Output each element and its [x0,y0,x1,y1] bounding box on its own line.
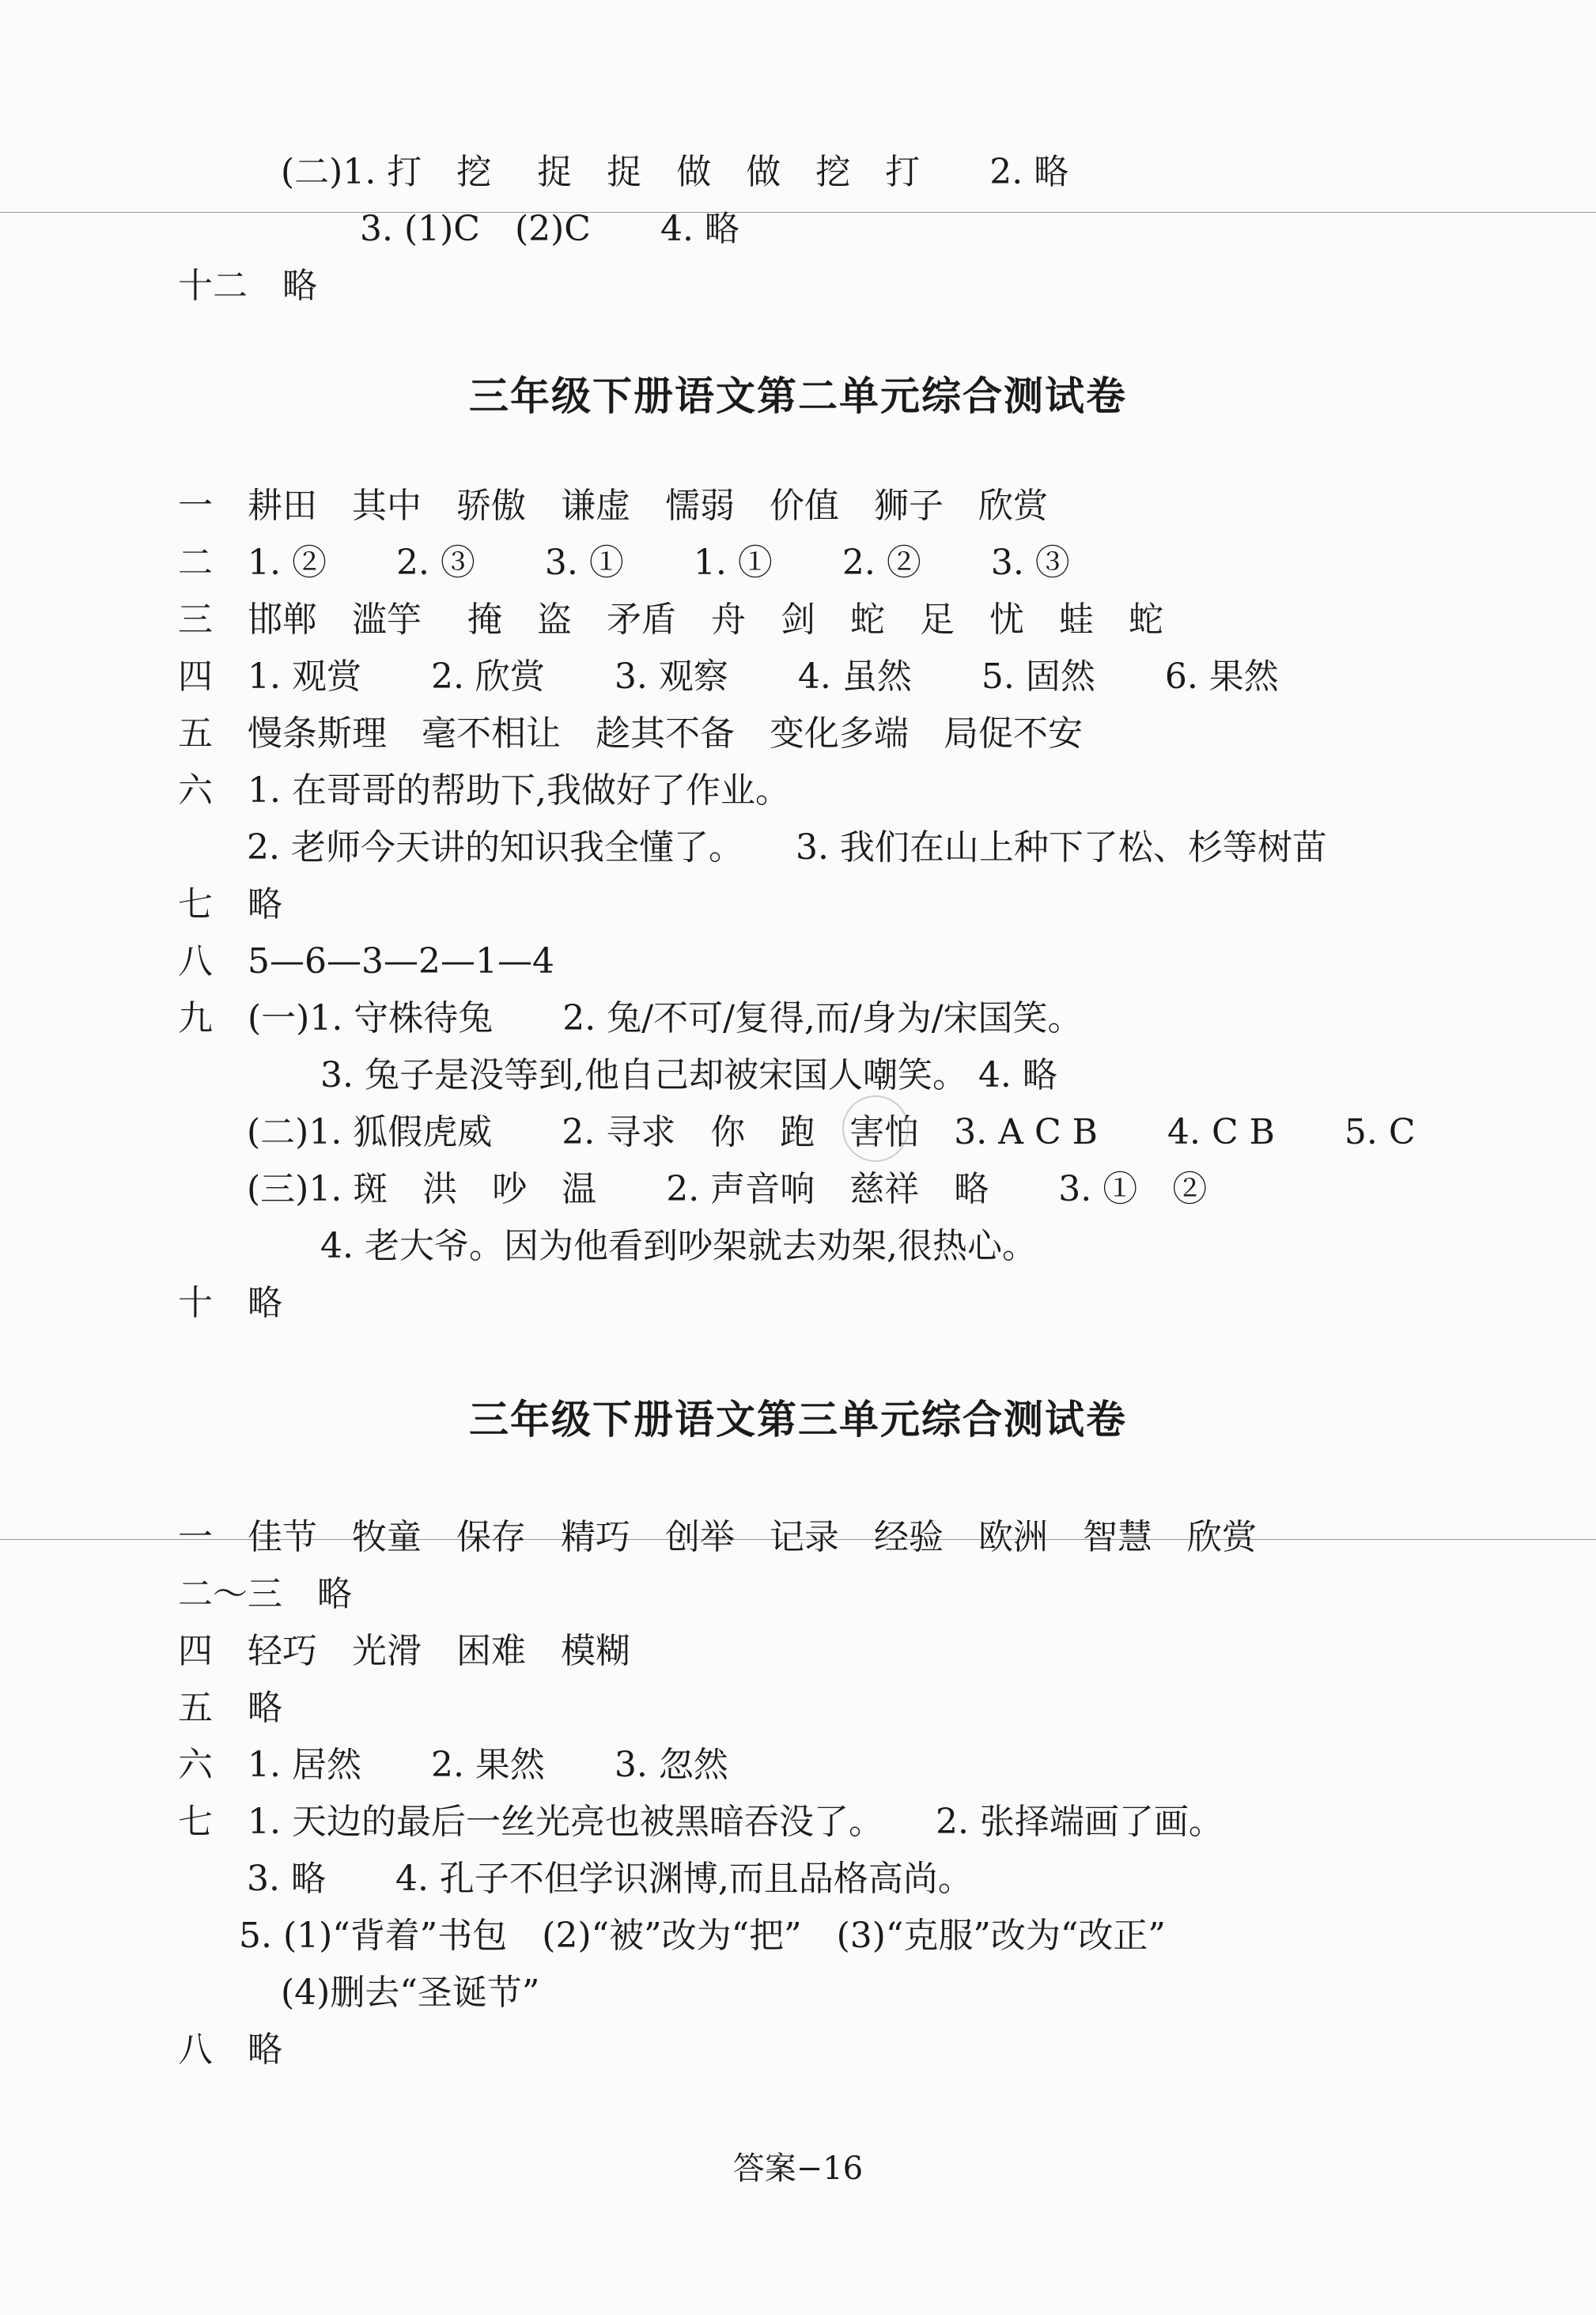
answer-line: 八 略 [178,2029,282,2070]
watermark-stamp [842,1095,909,1162]
answer-line: 二～三 略 [178,1574,352,1614]
answer-line: 五 略 [178,1688,282,1728]
section-title: 三年级下册语文第三单元综合测试卷 [469,1397,1127,1443]
answer-line: 二 1. ② 2. ③ 3. ① 1. ① 2. ② 3. ③ [178,543,1070,583]
answer-line: 四 1. 观赏 2. 欣赏 3. 观察 4. 虽然 5. 固然 6. 果然 [178,656,1279,697]
answer-line: 3. (1)C (2)C 4. 略 [360,209,739,249]
answer-line: (三)1. 斑 洪 吵 温 2. 声音响 慈祥 略 3. ① ② [247,1169,1208,1209]
answer-line: 一 佳节 牧童 保存 精巧 创举 记录 经验 欧洲 智慧 欣赏 [178,1517,1257,1557]
answer-line: 九 (一)1. 守株待兔 2. 兔/不可/复得,而/身为/宋国笑。 [178,998,1083,1038]
answer-line: 五 慢条斯理 毫不相让 趁其不备 变化多端 局促不安 [178,713,1083,754]
answer-line: 三 邯郸 滥竽 掩 盗 矛盾 舟 剑 蛇 足 忧 蛙 蛇 [178,600,1163,640]
answer-line: 八 5—6—3—2—1—4 [178,941,554,982]
answer-line: 七 1. 天边的最后一丝光亮也被黑暗吞没了。 2. 张择端画了画。 [178,1802,1223,1842]
answer-line: (4)删去“圣诞节” [281,1973,540,2013]
answer-line: 十二 略 [178,266,317,306]
section-title: 三年级下册语文第二单元综合测试卷 [469,373,1127,419]
answer-line: 七 略 [178,884,282,925]
answer-line: 四 轻巧 光滑 困难 模糊 [178,1631,630,1671]
answer-line: 六 1. 居然 2. 果然 3. 忽然 [178,1745,728,1785]
scan-rule-top [0,212,1596,213]
answer-line: 一 耕田 其中 骄傲 谦虚 懦弱 价值 狮子 欣赏 [178,486,1048,526]
answer-line: (二)1. 打 挖 捉 捉 做 做 挖 打 2. 略 [281,152,1069,192]
answer-line: 十 略 [178,1283,282,1323]
answer-line: 六 1. 在哥哥的帮助下,我做好了作业。 [178,770,790,811]
answer-line: 3. 略 4. 孔子不但学识渊博,而且品格高尚。 [247,1859,973,1899]
answer-line: (二)1. 狐假虎威 2. 寻求 你 跑 害怕 3. A C B 4. C B 5. C [247,1112,1416,1152]
answer-line: 5. (1)“背着”书包 (2)“被”改为“把” (3)“克服”改为“改正” [239,1916,1166,1956]
answer-line: 3. 兔子是没等到,他自己却被宋国人嘲笑。 4. 略 [320,1055,1057,1095]
page-number: 答案−16 [732,2150,864,2187]
answer-line: 4. 老大爷。因为他看到吵架就去劝架,很热心。 [320,1226,1037,1266]
answer-line: 2. 老师今天讲的知识我全懂了。 3. 我们在山上种下了松、杉等树苗 [247,827,1327,868]
